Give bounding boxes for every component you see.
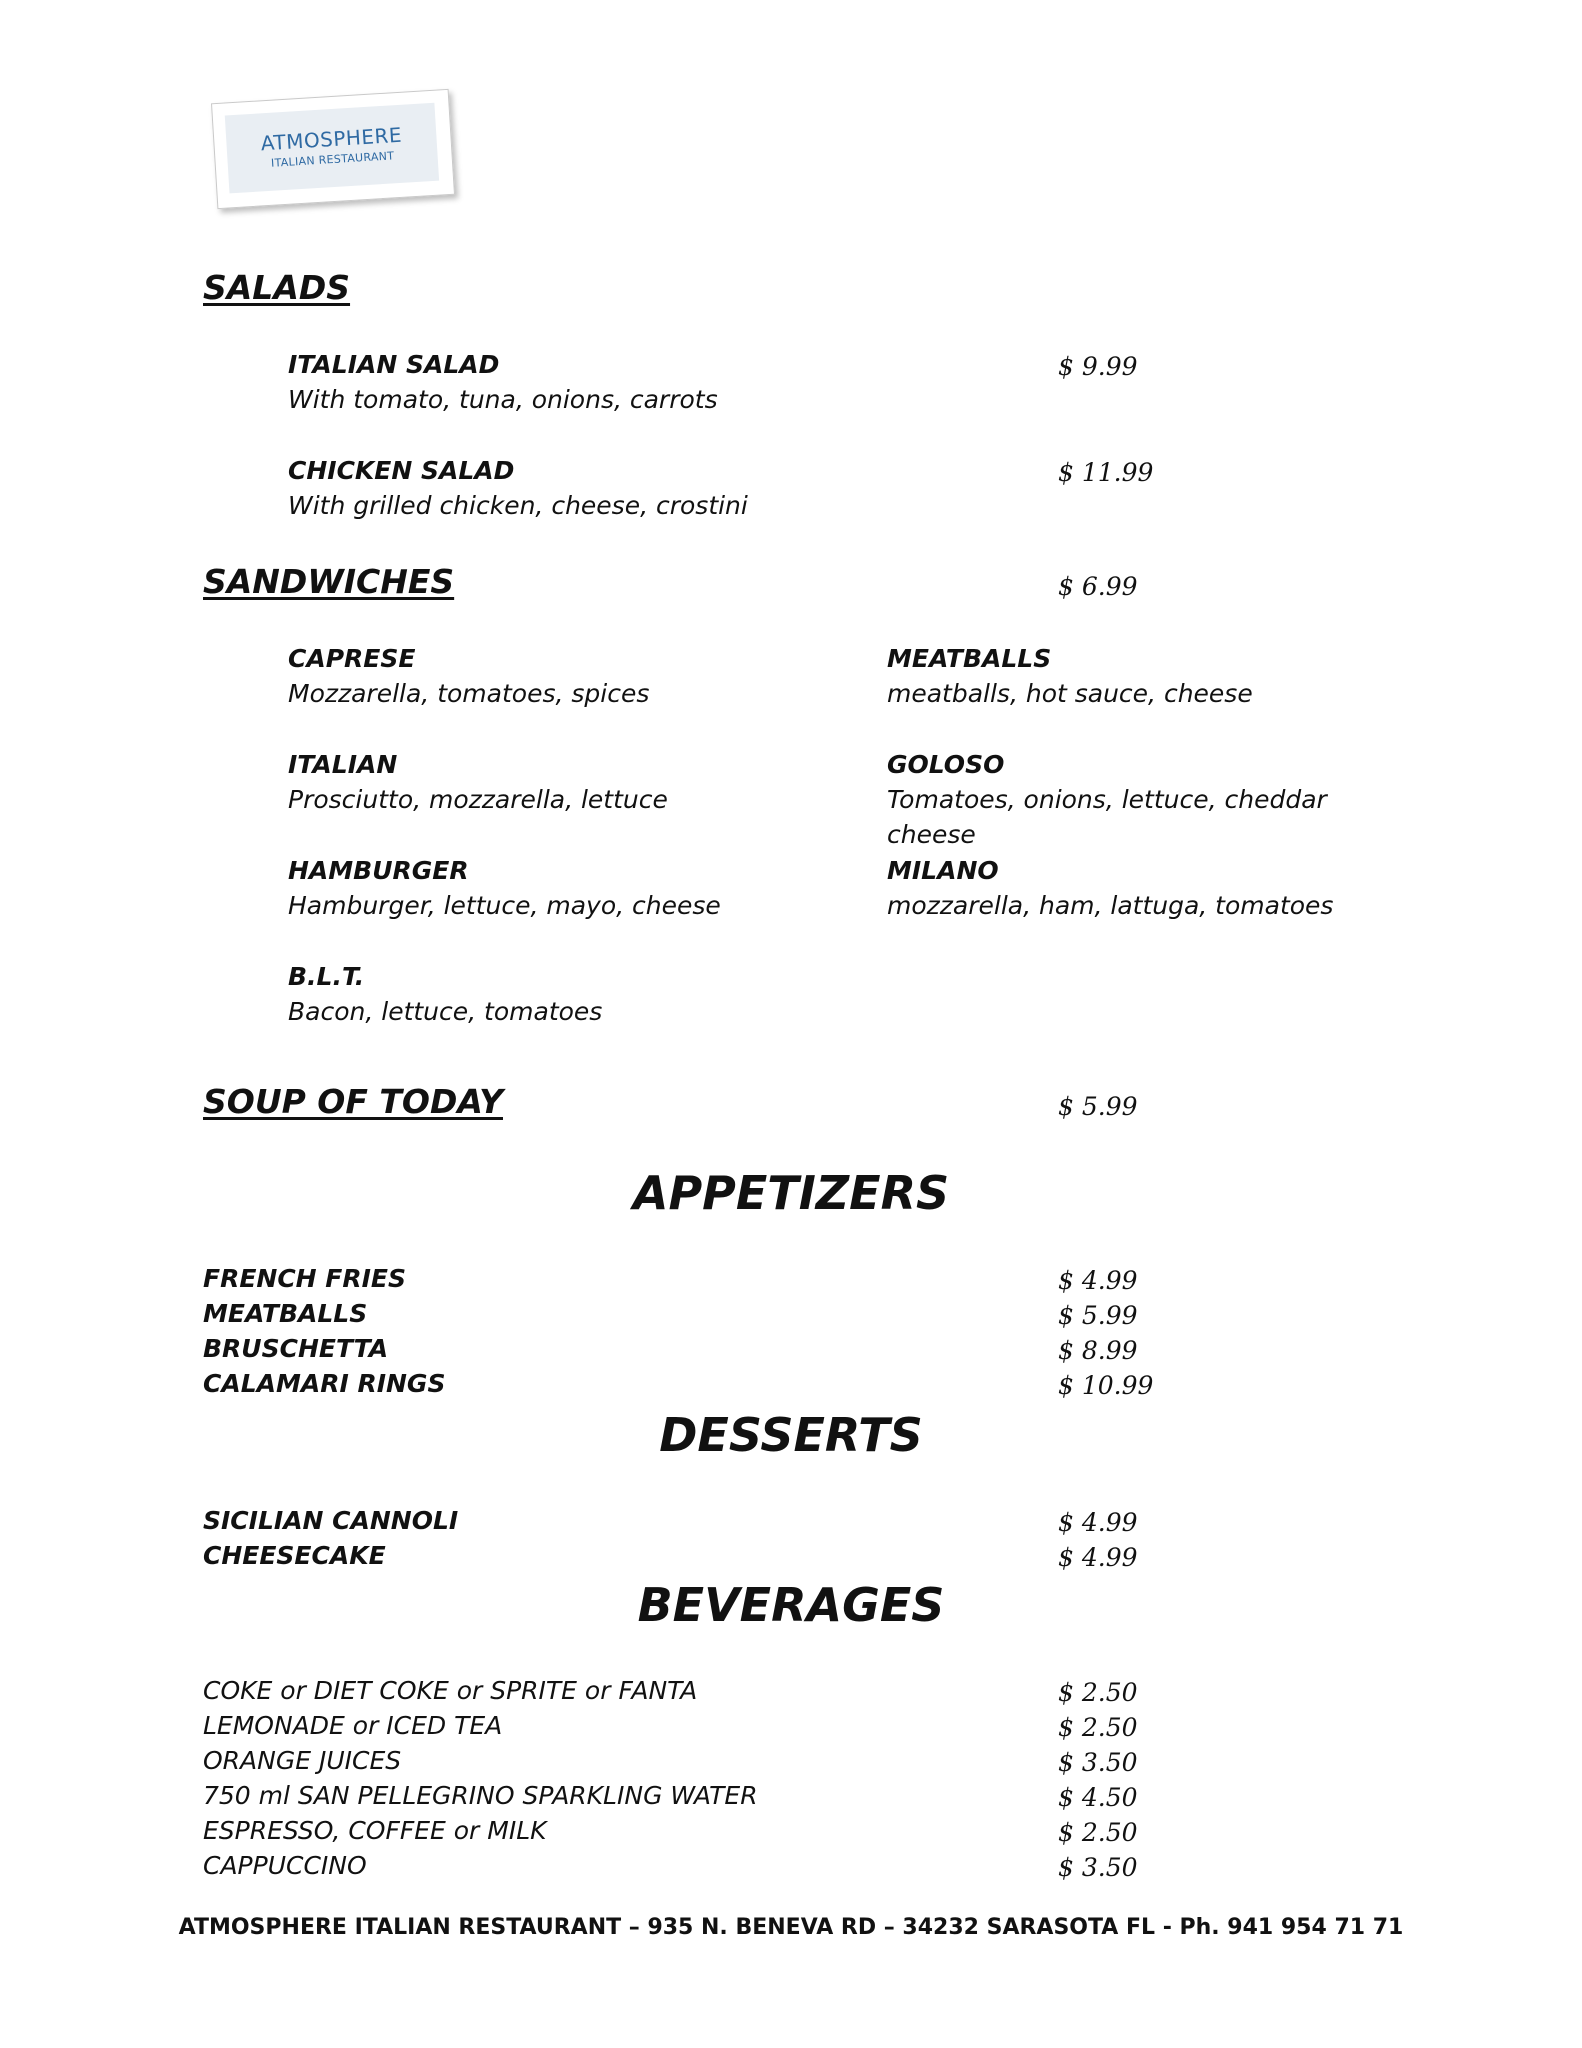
restaurant-logo (211, 89, 455, 209)
appetizer-price: $ 8.99 (1058, 1336, 1138, 1365)
beverage-name: 750 ml SAN PELLEGRINO SPARKLING WATER (203, 1781, 758, 1810)
beverage-name: COKE or DIET COKE or SPRITE or FANTA (203, 1676, 698, 1705)
logo-subtitle: ITALIAN RESTAURANT (270, 149, 395, 170)
salad-item-name: CHICKEN SALAD (288, 456, 515, 485)
sandwich-name: HAMBURGER (288, 856, 469, 885)
beverage-name: CAPPUCCINO (203, 1851, 367, 1880)
beverages-heading: BEVERAGES (637, 1578, 945, 1632)
soup-price: $ 5.99 (1058, 1092, 1138, 1121)
salad-item-desc: With tomato, tuna, onions, carrots (288, 385, 718, 414)
sandwich-name: GOLOSO (887, 750, 1005, 779)
footer-address: ATMOSPHERE ITALIAN RESTAURANT – 935 N. BENEVA RD – 34232 SARASOTA FL - Ph. 941 954 71 71 (178, 1915, 1404, 1940)
dessert-name: CHEESECAKE (203, 1541, 386, 1570)
logo-panel (225, 103, 439, 194)
logo-name: ATMOSPHERE (260, 122, 403, 156)
dessert-price: $ 4.99 (1058, 1543, 1138, 1572)
beverage-price: $ 4.50 (1058, 1783, 1138, 1812)
appetizer-name: FRENCH FRIES (203, 1264, 407, 1293)
sandwich-desc: mozzarella, ham, lattuga, tomatoes (887, 891, 1334, 920)
beverage-price: $ 2.50 (1058, 1818, 1138, 1847)
sandwiches-heading: SANDWICHES (203, 562, 455, 601)
desserts-heading: DESSERTS (659, 1408, 923, 1462)
sandwich-desc: Hamburger, lettuce, mayo, cheese (288, 891, 721, 920)
sandwich-desc: Tomatoes, onions, lettuce, cheddar (887, 785, 1327, 814)
beverage-price: $ 2.50 (1058, 1713, 1138, 1742)
appetizers-heading: APPETIZERS (632, 1166, 950, 1220)
salad-item-name: ITALIAN SALAD (288, 350, 500, 379)
dessert-name: SICILIAN CANNOLI (203, 1506, 459, 1535)
salad-item-price: $ 11.99 (1058, 458, 1154, 487)
salad-item-price: $ 9.99 (1058, 352, 1138, 381)
salad-item-desc: With grilled chicken, cheese, crostini (288, 491, 748, 520)
beverage-name: LEMONADE or ICED TEA (203, 1711, 503, 1740)
appetizer-price: $ 4.99 (1058, 1266, 1138, 1295)
sandwich-name: CAPRESE (288, 644, 416, 673)
beverage-price: $ 3.50 (1058, 1853, 1138, 1882)
dessert-price: $ 4.99 (1058, 1508, 1138, 1537)
sandwich-name: MEATBALLS (887, 644, 1052, 673)
appetizer-name: MEATBALLS (203, 1299, 368, 1328)
sandwich-desc-continued: cheese (887, 820, 976, 849)
sandwich-desc: Mozzarella, tomatoes, spices (288, 679, 650, 708)
sandwich-name: ITALIAN (288, 750, 398, 779)
appetizer-price: $ 10.99 (1058, 1371, 1154, 1400)
beverage-price: $ 2.50 (1058, 1678, 1138, 1707)
beverage-name: ESPRESSO, COFFEE or MILK (203, 1816, 547, 1845)
beverage-price: $ 3.50 (1058, 1748, 1138, 1777)
sandwich-desc: meatballs, hot sauce, cheese (887, 679, 1253, 708)
salads-heading: SALADS (203, 268, 351, 307)
soup-heading: SOUP OF TODAY (203, 1082, 503, 1121)
sandwich-desc: Bacon, lettuce, tomatoes (288, 997, 603, 1026)
appetizer-name: CALAMARI RINGS (203, 1369, 446, 1398)
sandwich-desc: Prosciutto, mozzarella, lettuce (288, 785, 668, 814)
sandwiches-price: $ 6.99 (1058, 572, 1138, 601)
sandwich-name: B.L.T. (288, 962, 365, 991)
beverage-name: ORANGE JUICES (203, 1746, 402, 1775)
appetizer-name: BRUSCHETTA (203, 1334, 389, 1363)
sandwich-name: MILANO (887, 856, 999, 885)
appetizer-price: $ 5.99 (1058, 1301, 1138, 1330)
